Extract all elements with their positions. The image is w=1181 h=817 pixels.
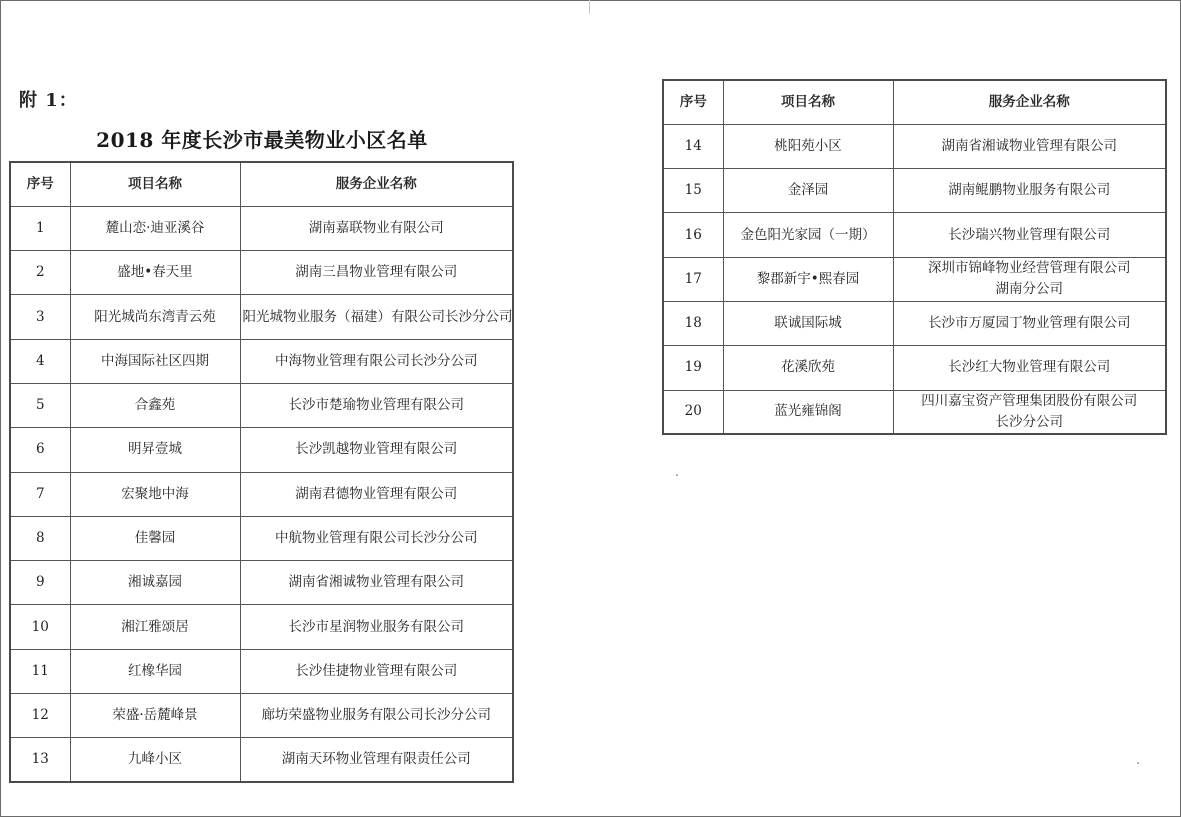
project-name-cell: 佳馨园 [70, 516, 240, 560]
left-award-table [9, 161, 514, 783]
project-name-cell: 麓山恋·迪亚溪谷 [70, 206, 240, 250]
project-name-cell: 阳光城尚东湾青云苑 [70, 295, 240, 339]
project-name-cell: 合鑫苑 [70, 383, 240, 427]
service-company-cell: 长沙红大物业管理有限公司 [893, 346, 1166, 390]
table-row [663, 213, 1166, 257]
service-company-cell: 长沙市楚瑜物业管理有限公司 [240, 383, 513, 427]
document-title: 2018 年度长沙市最美物业小区名单 [96, 128, 428, 152]
service-company-cell: 湖南省湘诚物业管理有限公司 [240, 561, 513, 605]
serial-no-cell: 8 [10, 516, 70, 560]
serial-no-cell: 7 [10, 472, 70, 516]
project-name-cell: 盛地•春天里 [70, 251, 240, 295]
service-company-cell: 阳光城物业服务（福建）有限公司长沙分公司 [240, 295, 513, 339]
serial-no-cell: 13 [10, 738, 70, 782]
service-company-line: 深圳市锦峰物业经营管理有限公司 [928, 260, 1131, 277]
right-table-body [663, 124, 1166, 434]
service-company-cell [893, 257, 1166, 301]
serial-no-cell: 2 [10, 251, 70, 295]
header-service-company: 服务企业名称 [893, 80, 1166, 124]
table-row [10, 206, 513, 250]
service-company-cell: 长沙市万厦园丁物业管理有限公司 [893, 301, 1166, 345]
serial-no-cell: 4 [10, 339, 70, 383]
serial-no-cell: 18 [663, 301, 723, 345]
table-row [663, 169, 1166, 213]
serial-no-cell: 6 [10, 428, 70, 472]
project-name-cell: 湘江雅颂居 [70, 605, 240, 649]
service-company-cell: 长沙凯越物业管理有限公司 [240, 428, 513, 472]
table-row [10, 561, 513, 605]
table-row [663, 390, 1166, 434]
project-name-cell: 明昇壹城 [70, 428, 240, 472]
table-row [10, 428, 513, 472]
serial-no-cell: 19 [663, 346, 723, 390]
serial-no-cell: 17 [663, 257, 723, 301]
service-company-cell [893, 390, 1166, 434]
project-name-cell: 金泽园 [723, 169, 893, 213]
serial-no-cell: 20 [663, 390, 723, 434]
service-company-cell: 湖南天环物业管理有限责任公司 [240, 738, 513, 782]
table-row [10, 295, 513, 339]
header-project-name: 项目名称 [723, 80, 893, 124]
project-name-cell: 湘诚嘉园 [70, 561, 240, 605]
serial-no-cell: 5 [10, 383, 70, 427]
page-fold-divider [589, 0, 590, 14]
project-name-cell: 黎郡新宇•熙春园 [723, 257, 893, 301]
serial-no-cell: 14 [663, 124, 723, 168]
attachment-label: 附 1： [19, 90, 78, 111]
service-company-line: 长沙分公司 [995, 413, 1063, 430]
serial-no-cell: 16 [663, 213, 723, 257]
table-row [10, 649, 513, 693]
left-table-body [10, 206, 513, 782]
service-company-cell: 湖南三昌物业管理有限公司 [240, 251, 513, 295]
service-company-line: 湖南分公司 [995, 281, 1063, 298]
table-row [663, 257, 1166, 301]
service-company-cell: 中航物业管理有限公司长沙分公司 [240, 516, 513, 560]
project-name-cell: 蓝光雍锦阁 [723, 390, 893, 434]
serial-no-cell: 3 [10, 295, 70, 339]
serial-no-cell: 12 [10, 694, 70, 738]
project-name-cell: 九峰小区 [70, 738, 240, 782]
scan-speck [676, 474, 678, 476]
service-company-cell: 湖南鲲鹏物业服务有限公司 [893, 169, 1166, 213]
project-name-cell: 宏聚地中海 [70, 472, 240, 516]
service-company-cell: 长沙瑞兴物业管理有限公司 [893, 213, 1166, 257]
table-row [10, 383, 513, 427]
table-header-row [663, 80, 1166, 124]
service-company-cell: 湖南君德物业管理有限公司 [240, 472, 513, 516]
service-company-cell: 中海物业管理有限公司长沙分公司 [240, 339, 513, 383]
project-name-cell: 桃阳苑小区 [723, 124, 893, 168]
serial-no-cell: 9 [10, 561, 70, 605]
service-company-line: 四川嘉宝资产管理集团股份有限公司 [921, 392, 1138, 409]
table-row [10, 738, 513, 782]
table-header-row [10, 162, 513, 206]
project-name-cell: 荣盛·岳麓峰景 [70, 694, 240, 738]
table-row [663, 346, 1166, 390]
serial-no-cell: 10 [10, 605, 70, 649]
table-row [10, 605, 513, 649]
project-name-cell: 中海国际社区四期 [70, 339, 240, 383]
header-project-name: 项目名称 [70, 162, 240, 206]
service-company-cell: 长沙市星润物业服务有限公司 [240, 605, 513, 649]
service-company-cell: 长沙佳捷物业管理有限公司 [240, 649, 513, 693]
service-company-cell: 廊坊荣盛物业服务有限公司长沙分公司 [240, 694, 513, 738]
table-row [10, 694, 513, 738]
header-serial-no: 序号 [663, 80, 723, 124]
project-name-cell: 红橡华园 [70, 649, 240, 693]
serial-no-cell: 11 [10, 649, 70, 693]
header-service-company: 服务企业名称 [240, 162, 513, 206]
project-name-cell: 金色阳光家园（一期） [723, 213, 893, 257]
serial-no-cell: 1 [10, 206, 70, 250]
table-row [10, 516, 513, 560]
table-row [663, 124, 1166, 168]
project-name-cell: 花溪欣苑 [723, 346, 893, 390]
right-award-table [662, 79, 1167, 435]
serial-no-cell: 15 [663, 169, 723, 213]
scan-speck [1137, 762, 1139, 764]
table-row [10, 472, 513, 516]
table-row [663, 301, 1166, 345]
project-name-cell: 联诚国际城 [723, 301, 893, 345]
service-company-cell: 湖南嘉联物业有限公司 [240, 206, 513, 250]
table-row [10, 251, 513, 295]
table-row [10, 339, 513, 383]
header-serial-no: 序号 [10, 162, 70, 206]
service-company-cell: 湖南省湘诚物业管理有限公司 [893, 124, 1166, 168]
